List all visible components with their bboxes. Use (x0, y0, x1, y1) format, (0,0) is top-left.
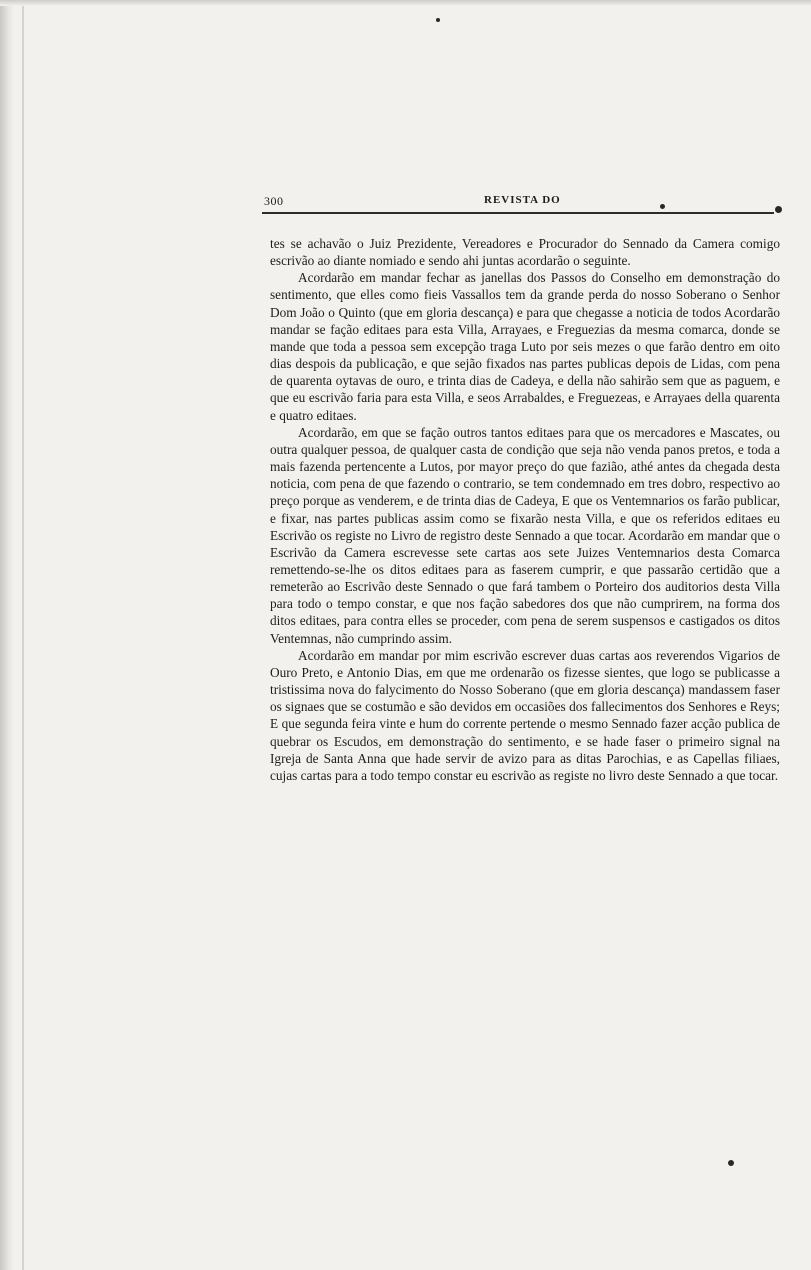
body-text (270, 235, 780, 784)
page-header (262, 192, 782, 218)
header-rule (262, 212, 774, 214)
scan-shadow-top (0, 0, 811, 6)
paragraph-4: Acordarão em mandar por mim escrivão escrever duas cartas aos reverendos Vigarios de Ouro Preto, e Antonio Dias, em que me ordenarão os fizesse sientes, que logo se publicasse a tristissima nova do falycimento do Nosso Soberano (que em gloria descança) mandassem faser os signaes que se costumão e são devidos em occasiões dos fallecimentos dos Senhores e Reys; E que segunda feira vinte e hum do corrente pertende o mesmo Sennado fazer acção publica de quebrar os Escudos, em demonstração do sentimento, e se hade faser o primeiro signal na Igreja de Santa Anna que hade servir de avizo para as ditas Parochias, e as Capellas filiaes, cujas cartas para a todo tempo constar eu escrivão as registe no livro deste Sennado a que tocar. (270, 647, 780, 783)
running-title: REVISTA DO (484, 194, 561, 206)
scan-line-left (22, 0, 24, 1270)
rule-end-mark (775, 206, 782, 213)
paragraph-1: tes se achavão o Juiz Prezidente, Vereadores e Procurador do Sennado da Camera comigo escrivão ao diante nomiado e sendo ahi juntas acordarão o seguinte. (270, 236, 780, 269)
speck-mark (660, 204, 665, 209)
scan-shadow-left (0, 0, 14, 1270)
page-number: 300 (264, 194, 284, 208)
speck-mark (436, 18, 440, 22)
paragraph-3: Acordarão, em que se fação outros tantos editaes para que os mercadores e Mascates, ou outra qualquer pessoa, de qualquer casta de condição que seja não venda panos pretos, e toda a mais fazenda pertencente a Lutos, por mayor preço do que fazião, athé antes da chegada desta noticia, com pena de que fazendo o contrario, se tem condemnado em tres dobro, respectivo ao preço porque as venderem, e de trinta dias de Cadeya, E que os Ventemnarios os farão publicar, e fixar, nas partes publicas assim como se fixarão nesta Villa, e que os referidos editaes eu Escrivão os registe no Livro de registro deste Sennado a que tocar. Acordarão em mandar que o Escrivão da Camera escrevesse sete cartas aos sete Juizes Ventemnarios desta Comarca remettendo-se-lhe os ditos editaes para as faserem cumprir, e que passarão certidão que a remeterão ao Escrivão deste Sennado o que fará tambem o Porteiro dos auditorios desta Villa para todo o tempo constar, e que nos fação sabedores dos que não cumprirem, na forma dos ditos editaes, para contra elles se proceder, com pena de serem suspensos e castigados os ditos Ventemnas, não cumprindo assim. (270, 424, 780, 646)
speck-mark (728, 1160, 734, 1166)
paragraph-2: Acordarão em mandar fechar as janellas dos Passos do Conselho em demonstração do sentimento, que elles como fieis Vassallos tem da grande perda do nosso Soberano o Senhor Dom João o Quinto (que em gloria descança) e para que chegasse a noticia de todos Acordarão mandar se fação editaes para esta Villa, Arrayaes, e Freguezias da mesma comarca, donde se mande que toda a pessoa sem excepção traga Luto por seis mezes o que farão dentro em oito dias despois da publicação, e que sejão fixados nas partes publicas depois de Lidas, com pena de quarenta oytavas de ouro, e trinta dias de Cadeya, e della não sahirão sem que as paguem, e que eu escrivão faria para esta Villa, e seos Arrabaldes, e Freguezeas, e Arrayaes della quarenta e quatro editaes. (270, 270, 780, 423)
